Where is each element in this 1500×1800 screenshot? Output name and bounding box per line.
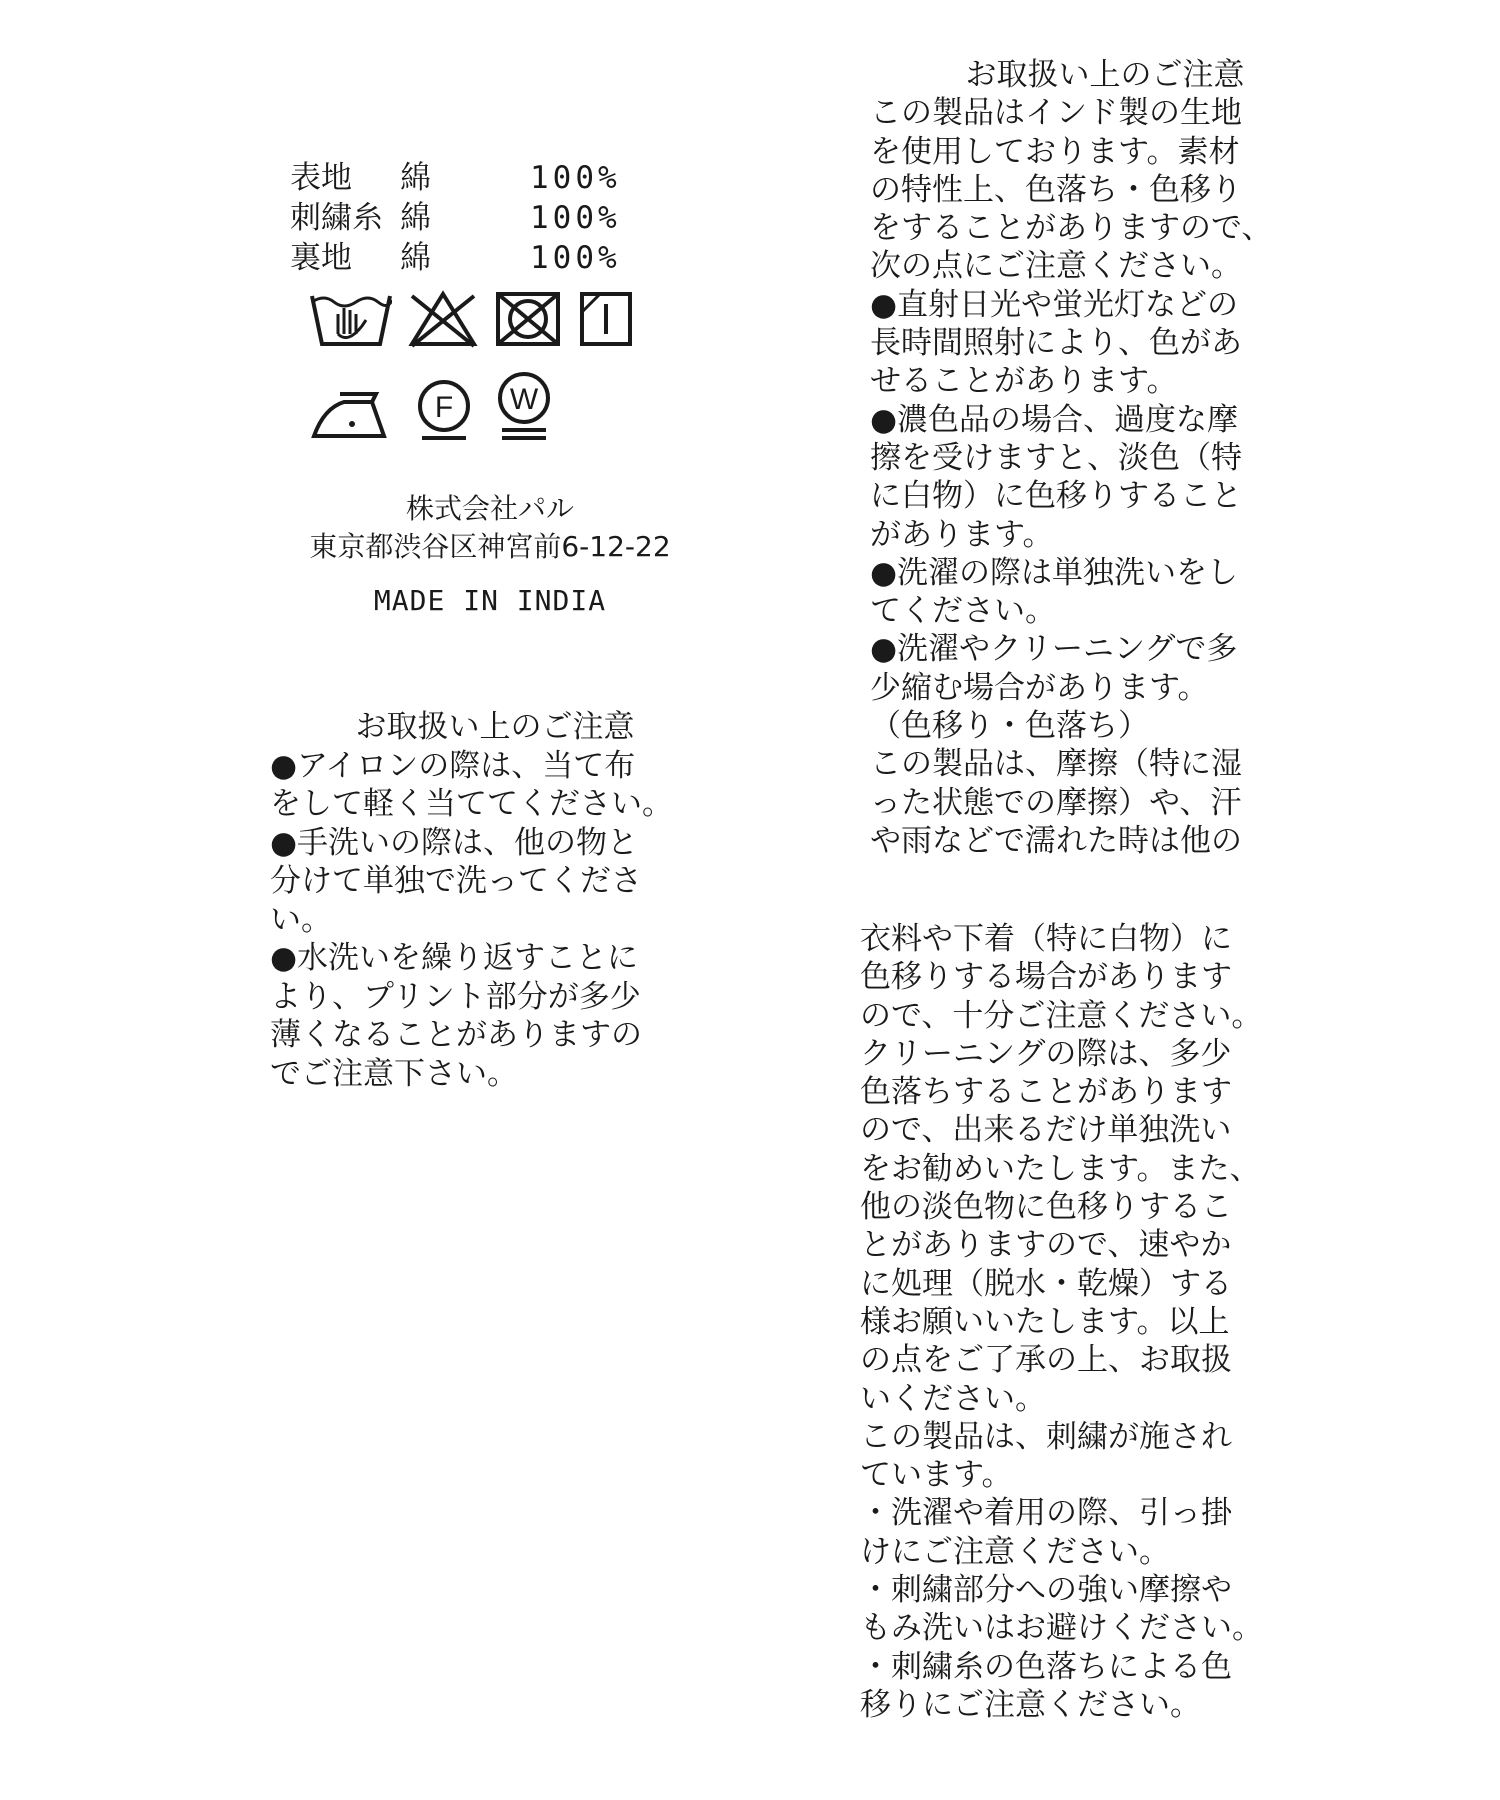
notice-line: ・洗濯や着用の際、引っ掛 [860,1495,1232,1532]
notice-line: があります。 [870,516,1054,553]
no-bleach-icon [408,290,478,348]
notice-line: 色移りする場合があります [860,959,1232,996]
fiber-percent: 100% [530,240,621,276]
fiber-row [290,158,670,198]
notice-line: いください。 [860,1380,1046,1417]
notice-line: ●濃色品の場合、過度な摩 [870,401,1239,438]
notice-line: の特性上、色落ち・色移り [870,171,1242,208]
notice-line: もみ洗いはお避けください。 [860,1610,1263,1647]
fiber-part: 表地 [290,160,352,196]
notice-line: ●アイロンの際は、当て布 [270,747,636,784]
company-address: 東京都渋谷区神宮前6-12-22 [309,530,671,563]
care-symbols [310,290,690,464]
country-of-origin: MADE IN INDIA [373,584,607,617]
notice-heading: お取扱い上のご注意 [965,57,1245,93]
notice-line: ●手洗いの際は、他の物と [270,824,639,861]
drip-dry-shade-icon [578,290,634,348]
fiber-percent: 100% [530,160,621,196]
notice-line: （色移り・色落ち） [870,708,1149,745]
notice-right-part-2 [860,920,1330,1724]
care-symbols-row-2 [310,370,690,442]
notice-line: より、プリント部分が多少 [270,978,641,1015]
iron-low-icon [310,386,396,442]
fiber-part: 刺繍糸 [290,200,383,236]
dry-clean-f-icon [412,378,476,442]
notice-line: 擦を受けますと、淡色（特 [870,439,1242,476]
fiber-material: 綿 [400,240,431,276]
notice-heading: お取扱い上のご注意 [355,709,635,745]
notice-line: 他の淡色物に色移りするこ [860,1189,1232,1226]
notice-line: 移りにご注意ください。 [860,1686,1201,1723]
notice-line: をすることがありますので、 [870,210,1273,247]
notice-line: ています。 [860,1457,1013,1494]
fiber-row [290,238,670,278]
notice-line: ●水洗いを繰り返すことに [270,940,639,976]
notice-line: 少縮む場合があります。 [870,669,1209,706]
fiber-row [290,198,670,238]
notice-line: をお勧めいたします。また、 [860,1150,1261,1187]
notice-line: 長時間照射により、色があ [870,325,1242,362]
notice-line: い。 [270,901,332,938]
notice-line: 分けて単独で洗ってくださ [270,863,642,899]
hand-wash-icon [310,290,392,348]
svg-text:W: W [509,383,539,416]
fiber-percent: 100% [530,200,621,236]
notice-line: に処理（脱水・乾燥）する [860,1265,1232,1302]
notice-line: ・刺繍部分への強い摩擦や [860,1572,1232,1609]
notice-left [270,708,720,1093]
notice-line: でご注意下さい。 [270,1055,518,1092]
notice-line: ●洗濯の際は単独洗いをし [870,554,1239,591]
notice-line: ので、十分ご注意ください。 [860,997,1263,1034]
notice-right-part-1 [870,56,1340,860]
notice-line: ので、出来るだけ単独洗い [860,1112,1232,1149]
notice-line: 衣料や下着（特に白物）に [860,921,1232,957]
no-tumble-dry-icon [494,290,562,348]
svg-text:F: F [434,391,454,424]
notice-line: 色落ちすることがあります [860,1074,1232,1111]
notice-line: をして軽く当ててください。 [270,786,673,822]
notice-line: に白物）に色移りすること [870,478,1242,515]
wet-clean-w-icon [492,370,556,442]
notice-line: クリーニングの際は、多少 [860,1035,1232,1072]
notice-line: ・刺繍糸の色落ちによる色 [860,1648,1232,1685]
notice-line: この製品は、刺繍が施され [860,1418,1232,1455]
notice-line: けにご注意ください。 [860,1533,1170,1570]
maker-info [290,490,690,566]
notice-line: った状態での摩擦）や、汗 [870,784,1242,821]
notice-line: とがありますので、速やか [860,1227,1232,1264]
fiber-material: 綿 [400,160,431,196]
fiber-composition [290,158,670,278]
company-name: 株式会社パル [405,492,574,525]
notice-line: この製品は、摩擦（特に湿 [870,746,1242,783]
fiber-material: 綿 [400,200,431,236]
notice-line: 様お願いいたします。以上 [860,1303,1230,1340]
notice-left-lines [270,747,720,1094]
notice-line: の点をご了承の上、お取扱 [860,1342,1232,1379]
care-symbols-row-1 [310,290,690,348]
fiber-part: 裏地 [290,240,352,276]
notice-line: ●直射日光や蛍光灯などの [870,286,1239,323]
notice-line: せることがあります。 [870,363,1178,400]
notice-line: てください。 [870,593,1056,630]
notice-right-lines-1 [870,94,1340,860]
notice-line: を使用しております。素材 [870,133,1240,170]
notice-line: や雨などで濡れた時は他の [870,822,1242,859]
notice-line: この製品はインド製の生地 [870,95,1242,132]
notice-line: ●洗濯やクリーニングで多 [870,631,1238,668]
notice-line: 薄くなることがありますの [270,1017,642,1053]
notice-line: 次の点にご注意ください。 [870,248,1242,285]
